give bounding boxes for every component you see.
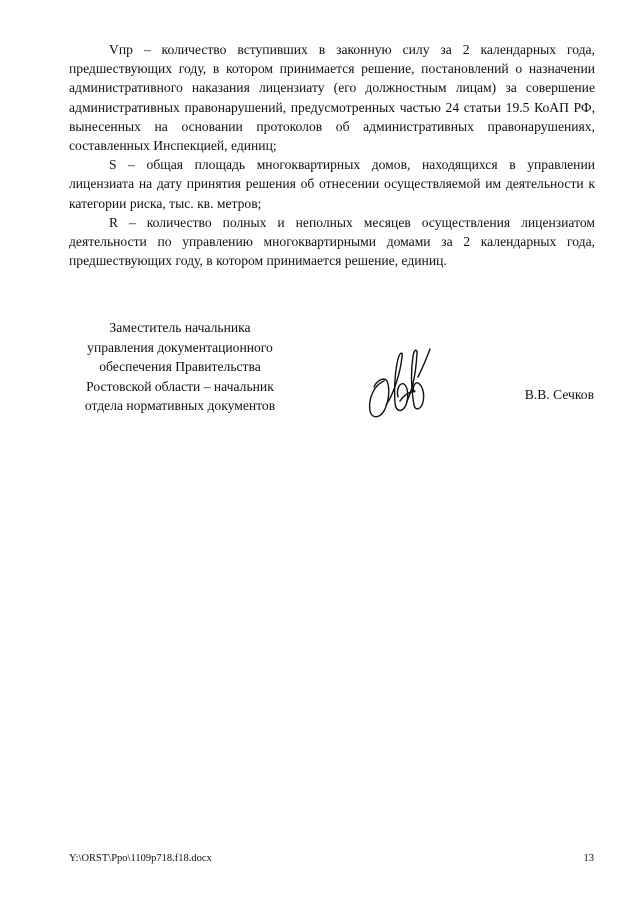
signatory-title-line: Заместитель начальника	[109, 320, 251, 335]
paragraph-r: R – количество полных и неполных месяцев осуществления лицензиатом деятельности по управлению многоквартирными домами за 2 календарных года, предшествующих году, в котором принимается решение, единиц.	[69, 214, 595, 269]
signatory-title-line: управления документационного	[87, 339, 273, 355]
signatory-title	[68, 318, 292, 416]
signatory-title-line: Ростовской области – начальник	[86, 378, 274, 394]
signatory-title-line: отдела нормативных документов	[84, 398, 276, 414]
signatory-title-line: обеспечения Правительства	[99, 359, 261, 375]
handwritten-signature-icon	[360, 343, 442, 425]
footer-page-number: 13	[583, 853, 594, 864]
paragraph-s: S – общая площадь многоквартирных домов, находящихся в управлении лицензиата на дату принятия решения об отнесении осуществляемой им деятельности к категории риска, тыс. кв. метров;	[69, 157, 595, 211]
footer-file-path: Y:\ORST\Ppo\1109p718.f18.docx	[69, 853, 212, 864]
paragraph-vpr: Vпр – количество вступивших в законную силу за 2 календарных года, предшествующих году, в котором принимается решение, постановлений о назначении административного наказания лицензиату (его должностным лицам) за совершение административных правонарушений, предусмотренных частью 24 статьи 19.5 КоАП РФ, вынесенных на основании протоколов об административных правонарушениях, составленных Инспекцией, единиц;	[69, 42, 595, 154]
body-text	[69, 40, 595, 270]
signer-name: В.В. Сечков	[524, 387, 594, 402]
